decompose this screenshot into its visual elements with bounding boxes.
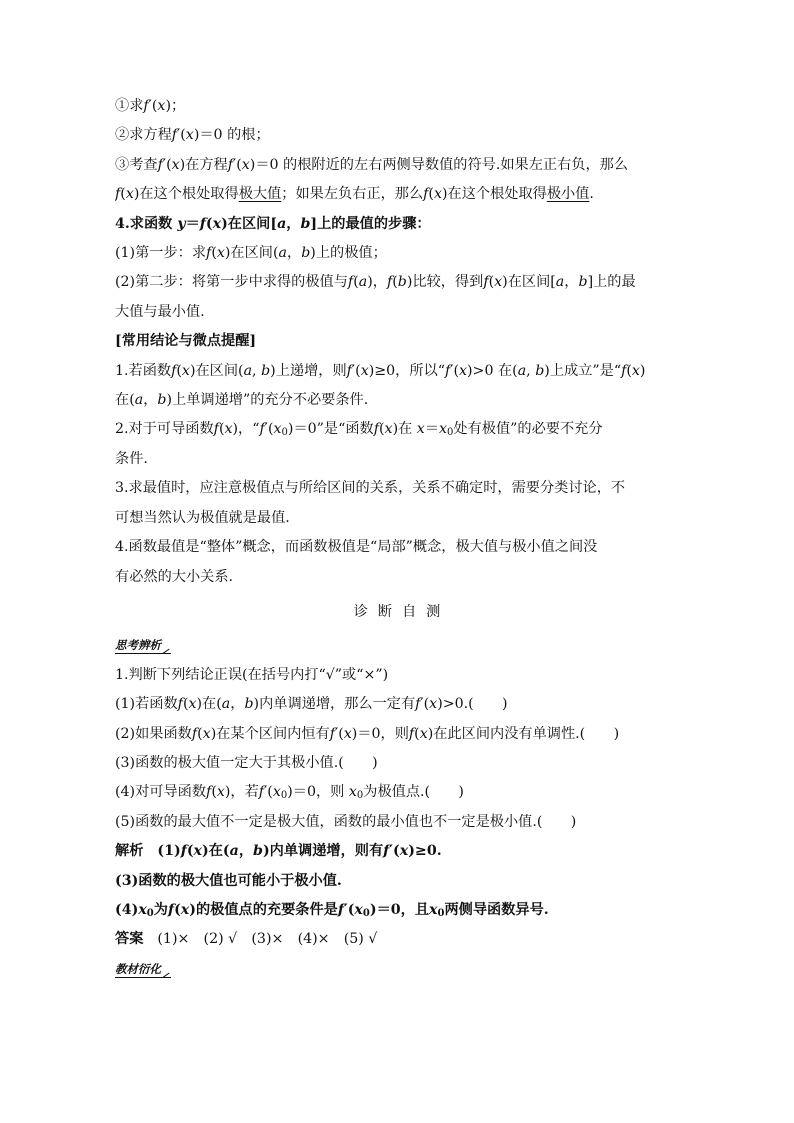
analysis-label: 解析 (115, 843, 144, 860)
step-2: ②求方程f′(x)＝0 的根； (115, 127, 270, 144)
conclusion-3-line-2: 可想当然认为极值就是最值. (115, 509, 290, 526)
tag-textbook: 教材衍化 (115, 962, 171, 978)
conclusion-4-line-1: 4.函数最值是“整体”概念，而函数极值是“局部”概念，极大值与极小值之间没 (115, 539, 598, 556)
conclusion-3-line-1: 3.求最值时，应注意极值点与所给区间的关系，关系不确定时，需要分类讨论，不 (115, 480, 626, 497)
conclusion-2-line-1: 2.对于可导函数f(x)，“$f'(x_0)=0$”是“函数f(x)在 $x=x_0$处有极值”的必要不充分 (115, 421, 603, 439)
conclusion-4-line-2: 有必然的大小关系. (115, 568, 234, 585)
document-page (115, 92, 681, 984)
answer-label: 答案 (115, 931, 144, 948)
conclusions-heading: [常用结论与微点提醒] (115, 333, 257, 350)
question-1-item-2: (2)如果函数f(x)在某个区间内恒有f′(x)＝0，则f(x)在此区间内没有单调性.( ) (115, 725, 620, 742)
conclusion-2-line-2: 条件. (115, 450, 148, 467)
analysis-line-1: 解析 (1)f(x)在(a，b)内单调递增，则有f′(x)≥0. (115, 843, 442, 860)
section-4-heading: 4.求函数 y＝f(x)在区间[a，b]上的最值的步骤： (115, 215, 431, 232)
section-4-step-2-line-2: 大值与最小值. (115, 303, 205, 320)
analysis-line-3: $(4)x_0$为f(x)的极值点的充要条件是$f'(x_0)=0$，且$x_0$两侧导函数异号. (115, 901, 549, 919)
question-1-item-4: (4)对可导函数f(x)，若$f'(x_0)=0$，则 $x_0$为极值点.( ) (115, 784, 464, 802)
section-title: 诊断自测 (353, 603, 451, 620)
conclusion-1-line-2: 在(a，b)上单调递增”的充分不必要条件. (115, 392, 369, 409)
answer-line (115, 925, 681, 954)
step-3-line-1: ③考查f′(x)在方程f′(x)＝0 的根附近的左右两侧导数值的符号.如果左正右负，那么 (115, 156, 629, 173)
answer-text: (1)× (2) √ (3)× (4)× (5) √ (157, 931, 378, 948)
step-1: ①求f′(x)； (115, 98, 186, 114)
section-4-step-1: (1)第一步：求f(x)在区间(a，b)上的极值； (115, 245, 387, 262)
tag-thinking: 思考辨析 (115, 638, 171, 654)
analysis-line-2: (3)函数的极大值也可能小于极小值. (115, 872, 342, 889)
step-3-line-2: f(x)在这个根处取得极大值；如果左负右正，那么f(x)在这个根处取得极小值. (115, 186, 594, 203)
conclusion-1-line-1: 1.若函数f(x)在区间(a, b)上递增，则f′(x)≥0，所以“f′(x)>0 在(a, b)上成立”是“f(x) (115, 362, 646, 379)
section-4-step-2-line-1: (2)第二步：将第一步中求得的极值与f(a)，f(b)比较，得到f(x)在区间[a，b]上的最 (115, 274, 636, 291)
underlined-term-min: 极小值 (546, 186, 590, 203)
question-1-item-1: (1)若函数f(x)在(a，b)内单调递增，那么一定有f′(x)>0.( ) (115, 696, 508, 713)
question-1-title: 1.判断下列结论正误(在括号内打“√”或“×”) (115, 666, 389, 683)
underlined-term-max: 极大值 (238, 186, 282, 203)
question-1-item-5: (5)函数的最大值不一定是极大值，函数的最小值也不一定是极小值.( ) (115, 813, 577, 830)
question-1-item-3: (3)函数的极大值一定大于其极小值.( ) (115, 754, 378, 771)
